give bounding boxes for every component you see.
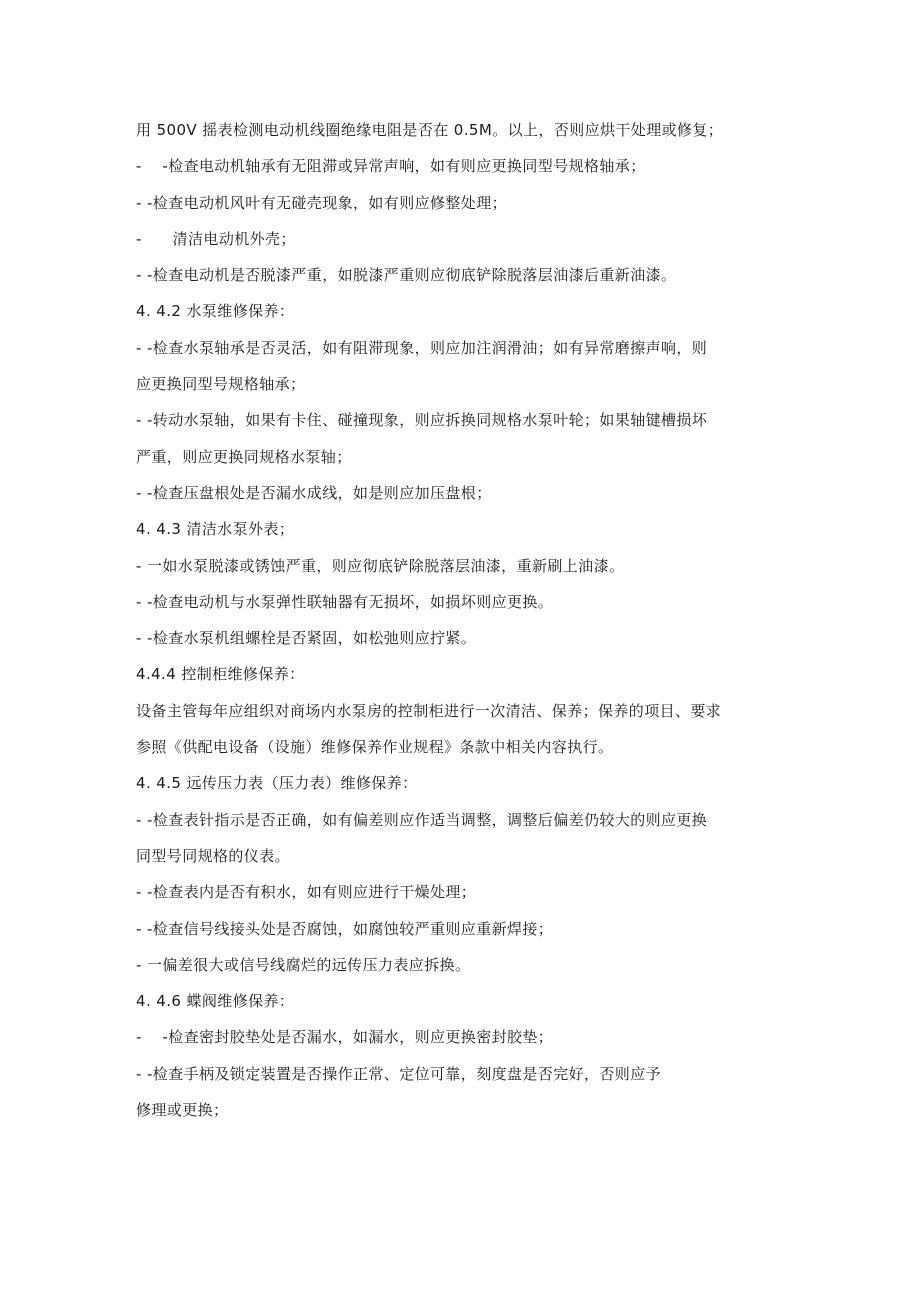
text-line: - -检查电动机与水泵弹性联轴器有无损坏，如损坏则应更换。 [136, 592, 554, 611]
text-line: 严重，则应更换同规格水泵轴； [136, 447, 352, 466]
document-body [136, 112, 796, 1128]
text-line: - -转动水泵轴，如果有卡住、碰撞现象，则应拆换同规格水泵叶轮；如果轴键槽损坏 [136, 411, 708, 430]
text-line: 应更换同型号规格轴承； [136, 375, 306, 394]
section-heading: 4. 4.2 水泵维修保养： [136, 302, 295, 321]
text-line: 同型号同规格的仪表。 [136, 846, 291, 865]
section-heading: 4. 4.5 远传压力表（压力表）维修保养： [136, 774, 418, 793]
text-line: - -检查水泵机组螺栓是否紧固，如松弛则应拧紧。 [136, 629, 477, 648]
text-line: - -检查电动机是否脱漆严重，如脱漆严重则应彻底铲除脱落层油漆后重新油漆。 [136, 266, 677, 285]
text-line: - -检查水泵轴承是否灵活，如有阻滞现象，则应加注润滑油；如有异常磨擦声响，则 [136, 338, 708, 357]
text-line: 修理或更换； [136, 1101, 229, 1120]
text-line: 参照《供配电设备（设施）维修保养作业规程》条款中相关内容执行。 [136, 738, 614, 757]
text-line: - -检查信号线接头处是否腐蚀，如腐蚀较严重则应重新焊接； [136, 919, 554, 938]
text-line: 用 500V 摇表检测电动机线圈绝缘电阻是否在 0.5M。以上，否则应烘干处理或修复； [136, 121, 724, 139]
text-line: - 清洁电动机外壳； [136, 229, 296, 248]
section-heading: 4.4.4 控制柜维修保养： [136, 665, 305, 684]
text-line: - 一如水泵脱漆或锈蚀严重，则应彻底铲除脱落层油漆，重新刷上油漆。 [136, 556, 625, 575]
text-line: - -检查表内是否有积水，如有则应进行干燥处理； [136, 883, 477, 902]
section-heading: 4. 4.6 蝶阀维修保养： [136, 992, 295, 1011]
text-line: 设备主管每年应组织对商场内水泵房的控制柜进行一次清洁、保养；保养的项目、要求 [136, 701, 722, 720]
text-line: - -检查压盘根处是否漏水成线，如是则应加压盘根； [136, 483, 492, 502]
text-line: - -检查电动机轴承有无阻滞或异常声响，如有则应更换同型号规格轴承； [136, 157, 646, 176]
text-line: - -检查表针指示是否正确，如有偏差则应作适当调整，调整后偏差仍较大的则应更换 [136, 810, 708, 829]
text-line: - -检查手柄及锁定装置是否操作正常、定位可靠，刻度盘是否完好，否则应予 [136, 1064, 661, 1083]
text-line: - -检查密封胶垫处是否漏水，如漏水，则应更换密封胶垫； [136, 1028, 554, 1047]
text-line: - 一偏差很大或信号线腐烂的远传压力表应拆换。 [136, 955, 471, 974]
text-line: - -检查电动机风叶有无碰壳现象，如有则应修整处理； [136, 193, 507, 212]
section-heading: 4. 4.3 清洁水泵外表； [136, 520, 295, 539]
